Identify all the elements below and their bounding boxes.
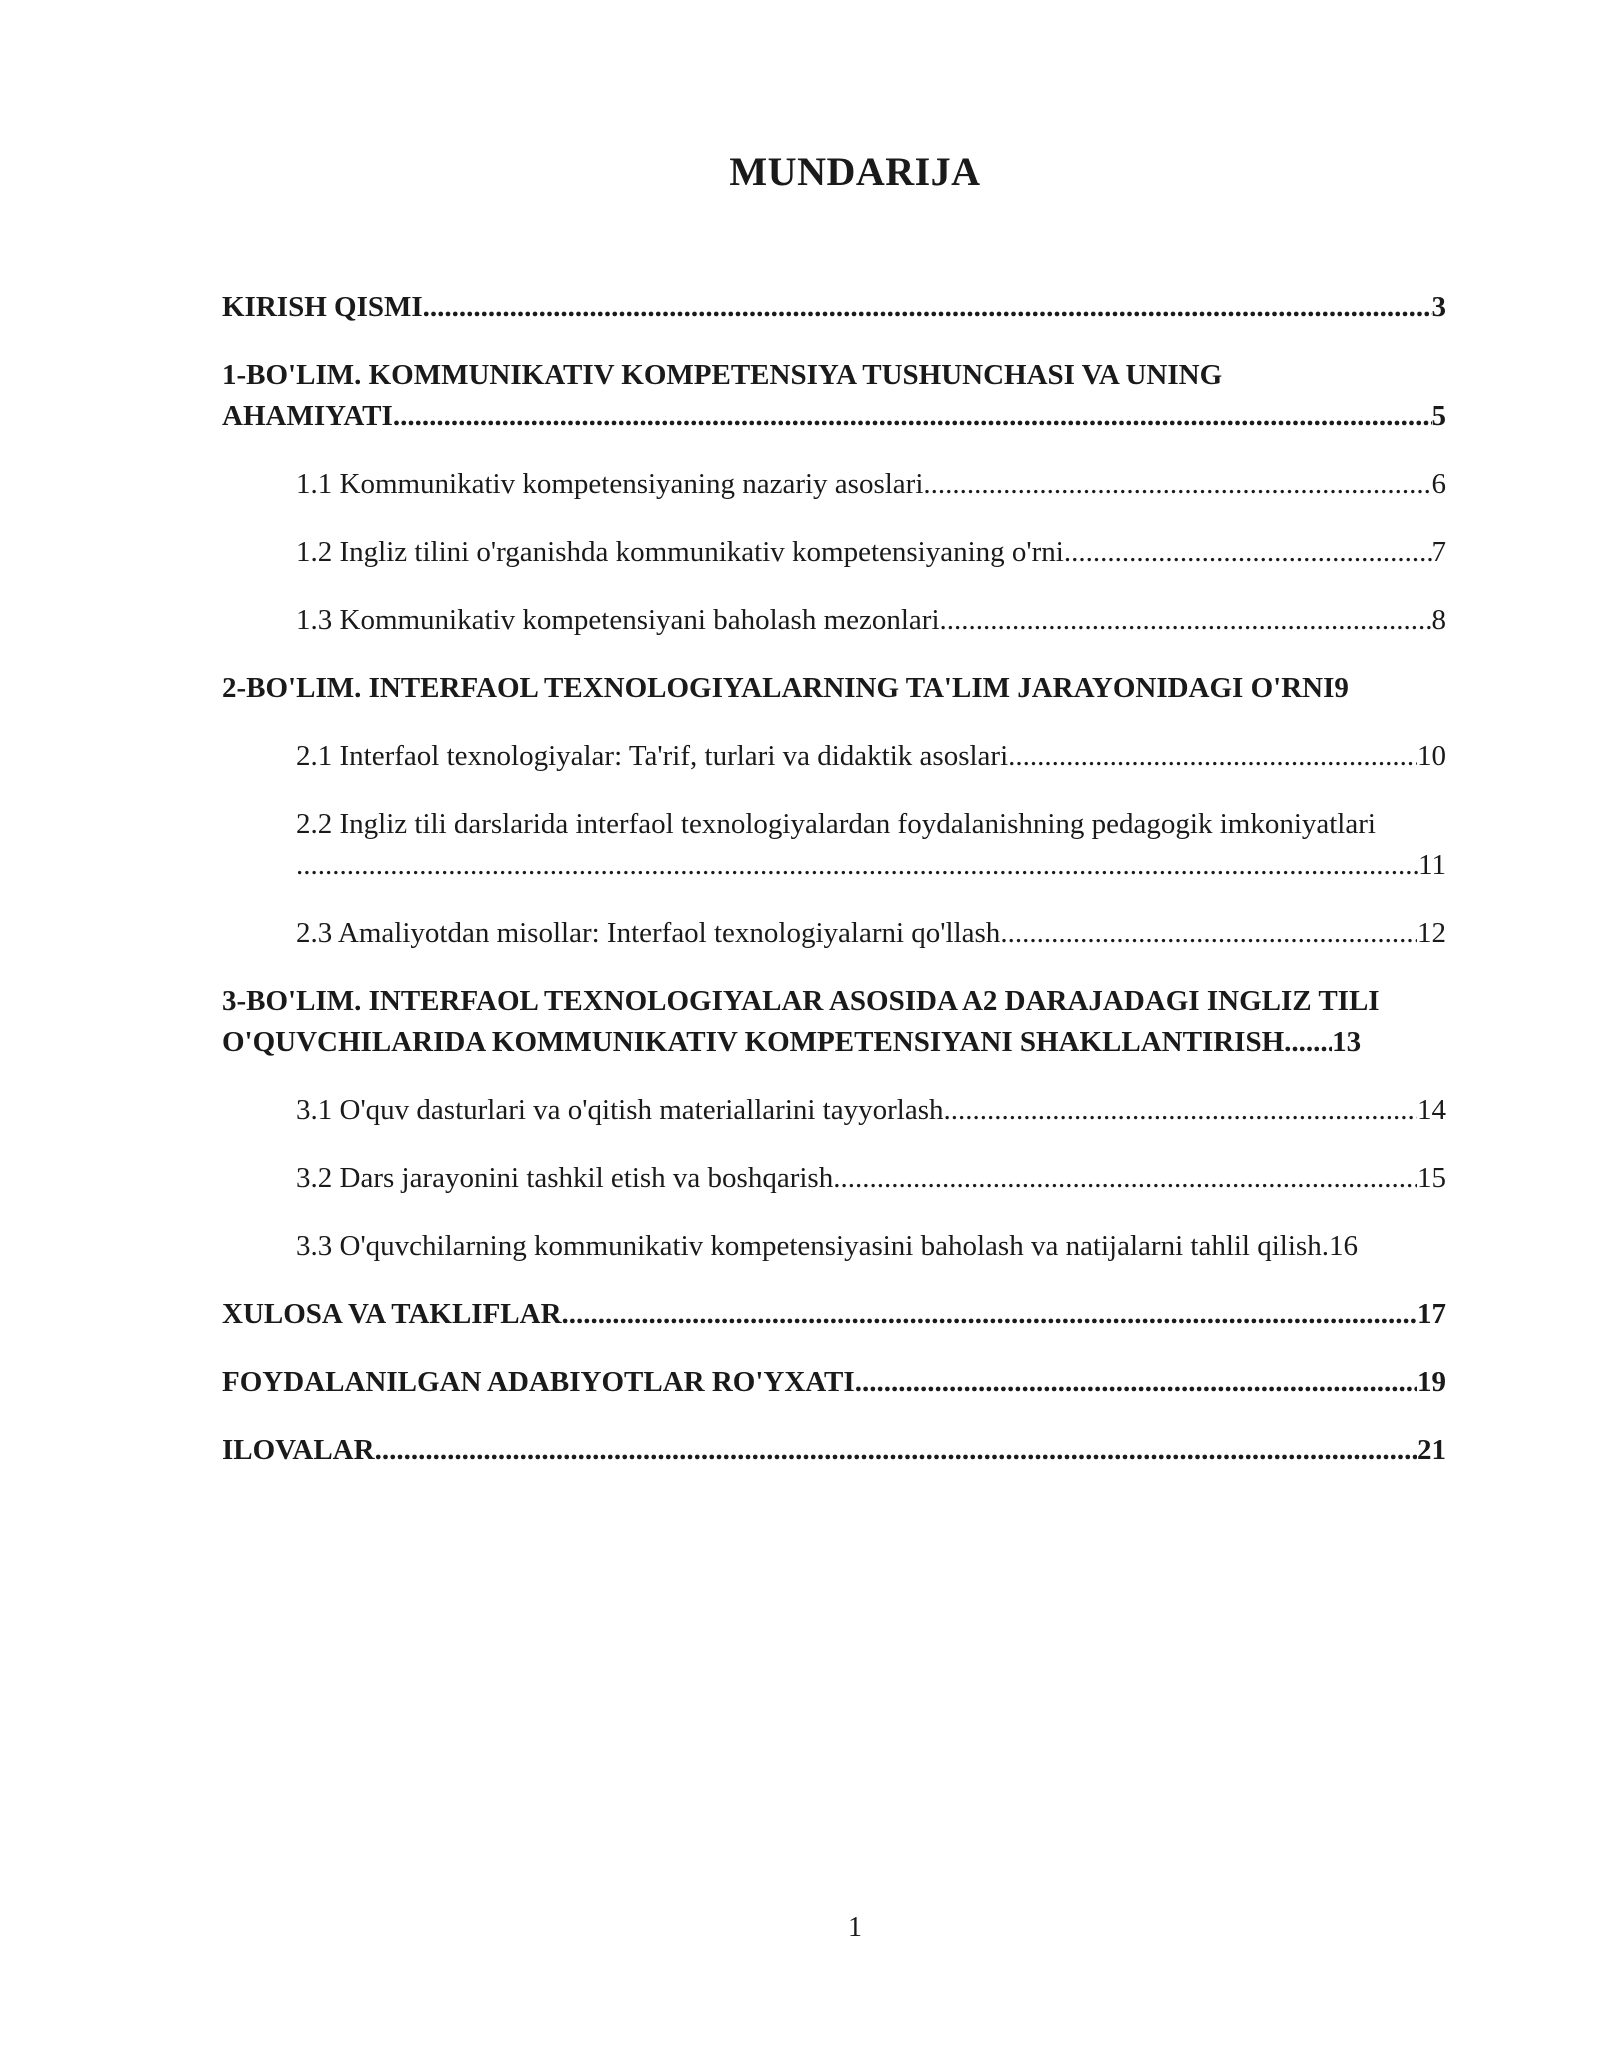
toc-entry-section-3-1[interactable] [222, 1090, 1446, 1131]
toc-entry-page: 3 [1431, 291, 1446, 323]
toc-entry-label: ILOVALAR [222, 1434, 375, 1466]
toc-entry-page: 9 [1334, 672, 1349, 704]
toc-entry-page: 19 [1417, 1366, 1446, 1398]
dot-leader [940, 600, 1432, 641]
toc-entry-section-3-2[interactable] [222, 1158, 1446, 1199]
toc-entry-page: 8 [1431, 604, 1446, 636]
toc-entry-page: 11 [1418, 849, 1446, 881]
toc-entry-section-1-3[interactable] [222, 600, 1446, 641]
toc-entry-label: KIRISH QISMI [222, 291, 423, 323]
dot-leader [1284, 1022, 1332, 1063]
toc-entry-label: 3-BO'LIM. INTERFAOL TEXNOLOGIYALAR ASOSIDA A2 DARAJADAGI INGLIZ TILI [222, 985, 1380, 1017]
toc-entry-label: 2-BO'LIM. INTERFAOL TEXNOLOGIYALARNING TA'LIM JARAYONIDAGI O'RNI [222, 672, 1335, 704]
dot-leader [855, 1362, 1417, 1403]
toc-entry-section-3-3[interactable] [222, 1226, 1446, 1267]
toc-entry-label: 3.2 Dars jarayonini tashkil etish va boshqarish [296, 1162, 834, 1194]
toc-entry-page: 6 [1431, 468, 1446, 500]
toc-entry-page: 14 [1417, 1094, 1446, 1126]
toc-entry-label-continued: AHAMIYATI [222, 400, 393, 432]
toc-entry-label: FOYDALANILGAN ADABIYOTLAR RO'YXATI [222, 1366, 855, 1398]
dot-leader [296, 845, 1418, 886]
toc-entry-page: 16 [1328, 1230, 1358, 1262]
toc-entry-page: 21 [1417, 1434, 1446, 1466]
toc-entry-label: 1.2 Ingliz tilini o'rganishda kommunikativ kompetensiyaning o'rni [296, 536, 1064, 568]
toc-entry-label-continued: O'QUVCHILARIDA KOMMUNIKATIV KOMPETENSIYANI SHAKLLANTIRISH [222, 1026, 1285, 1058]
toc-entry-kirish[interactable] [222, 287, 1446, 328]
toc-entry-page: 7 [1431, 536, 1446, 568]
toc-entry-label: 1.3 Kommunikativ kompetensiyani baholash mezonlari [296, 604, 940, 636]
toc-entry-chapter-2[interactable] [222, 668, 1446, 709]
dot-leader [562, 1294, 1417, 1335]
toc-entry-label: 3.3 O'quvchilarning kommunikativ kompetensiyasini baholash va natijalarni tahlil qilish. [296, 1230, 1329, 1262]
toc-entry-section-2-3[interactable] [222, 913, 1446, 954]
dot-leader [423, 287, 1432, 328]
dot-leader [1008, 736, 1417, 777]
toc-entry-label: 2.3 Amaliyotdan misollar: Interfaol texnologiyalarni qo'llash [296, 917, 1001, 949]
toc-entry-xulosa[interactable] [222, 1294, 1446, 1335]
table-of-contents [222, 287, 1446, 1498]
dot-leader [375, 1430, 1417, 1471]
page-number: 1 [848, 1912, 862, 1943]
toc-entry-chapter-3[interactable] [222, 981, 1446, 1063]
toc-entry-label: 3.1 O'quv dasturlari va o'qitish materiallarini tayyorlash [296, 1094, 944, 1126]
toc-entry-adabiyotlar[interactable] [222, 1362, 1446, 1403]
toc-entry-section-2-1[interactable] [222, 736, 1446, 777]
toc-entry-page: 17 [1417, 1298, 1446, 1330]
dot-leader [1064, 532, 1432, 573]
dot-leader [1000, 913, 1417, 954]
dot-leader [923, 464, 1431, 505]
toc-entry-label: XULOSA VA TAKLIFLAR [222, 1298, 562, 1330]
toc-entry-label: 1-BO'LIM. KOMMUNIKATIV KOMPETENSIYA TUSHUNCHASI VA UNING [222, 359, 1223, 391]
toc-entry-chapter-1[interactable] [222, 355, 1446, 437]
toc-entry-page: 15 [1417, 1162, 1446, 1194]
dot-leader [944, 1090, 1418, 1131]
toc-entry-section-2-2[interactable] [222, 804, 1446, 886]
toc-entry-label: 2.1 Interfaol texnologiyalar: Ta'rif, turlari va didaktik asoslari [296, 740, 1009, 772]
dot-leader [833, 1158, 1417, 1199]
dot-leader [393, 396, 1432, 437]
toc-entry-page: 10 [1417, 740, 1446, 772]
toc-entry-page: 13 [1332, 1026, 1362, 1058]
page-title: MUNDARIJA [729, 149, 981, 194]
toc-entry-label: 2.2 Ingliz tili darslarida interfaol texnologiyalardan foydalanishning pedagogik imkoniyatlari [296, 808, 1376, 840]
toc-entry-page: 12 [1417, 917, 1446, 949]
toc-entry-section-1-2[interactable] [222, 532, 1446, 573]
toc-entry-ilovalar[interactable] [222, 1430, 1446, 1471]
toc-entry-label: 1.1 Kommunikativ kompetensiyaning nazariy asoslari [296, 468, 924, 500]
toc-entry-page: 5 [1431, 400, 1446, 432]
toc-entry-section-1-1[interactable] [222, 464, 1446, 505]
